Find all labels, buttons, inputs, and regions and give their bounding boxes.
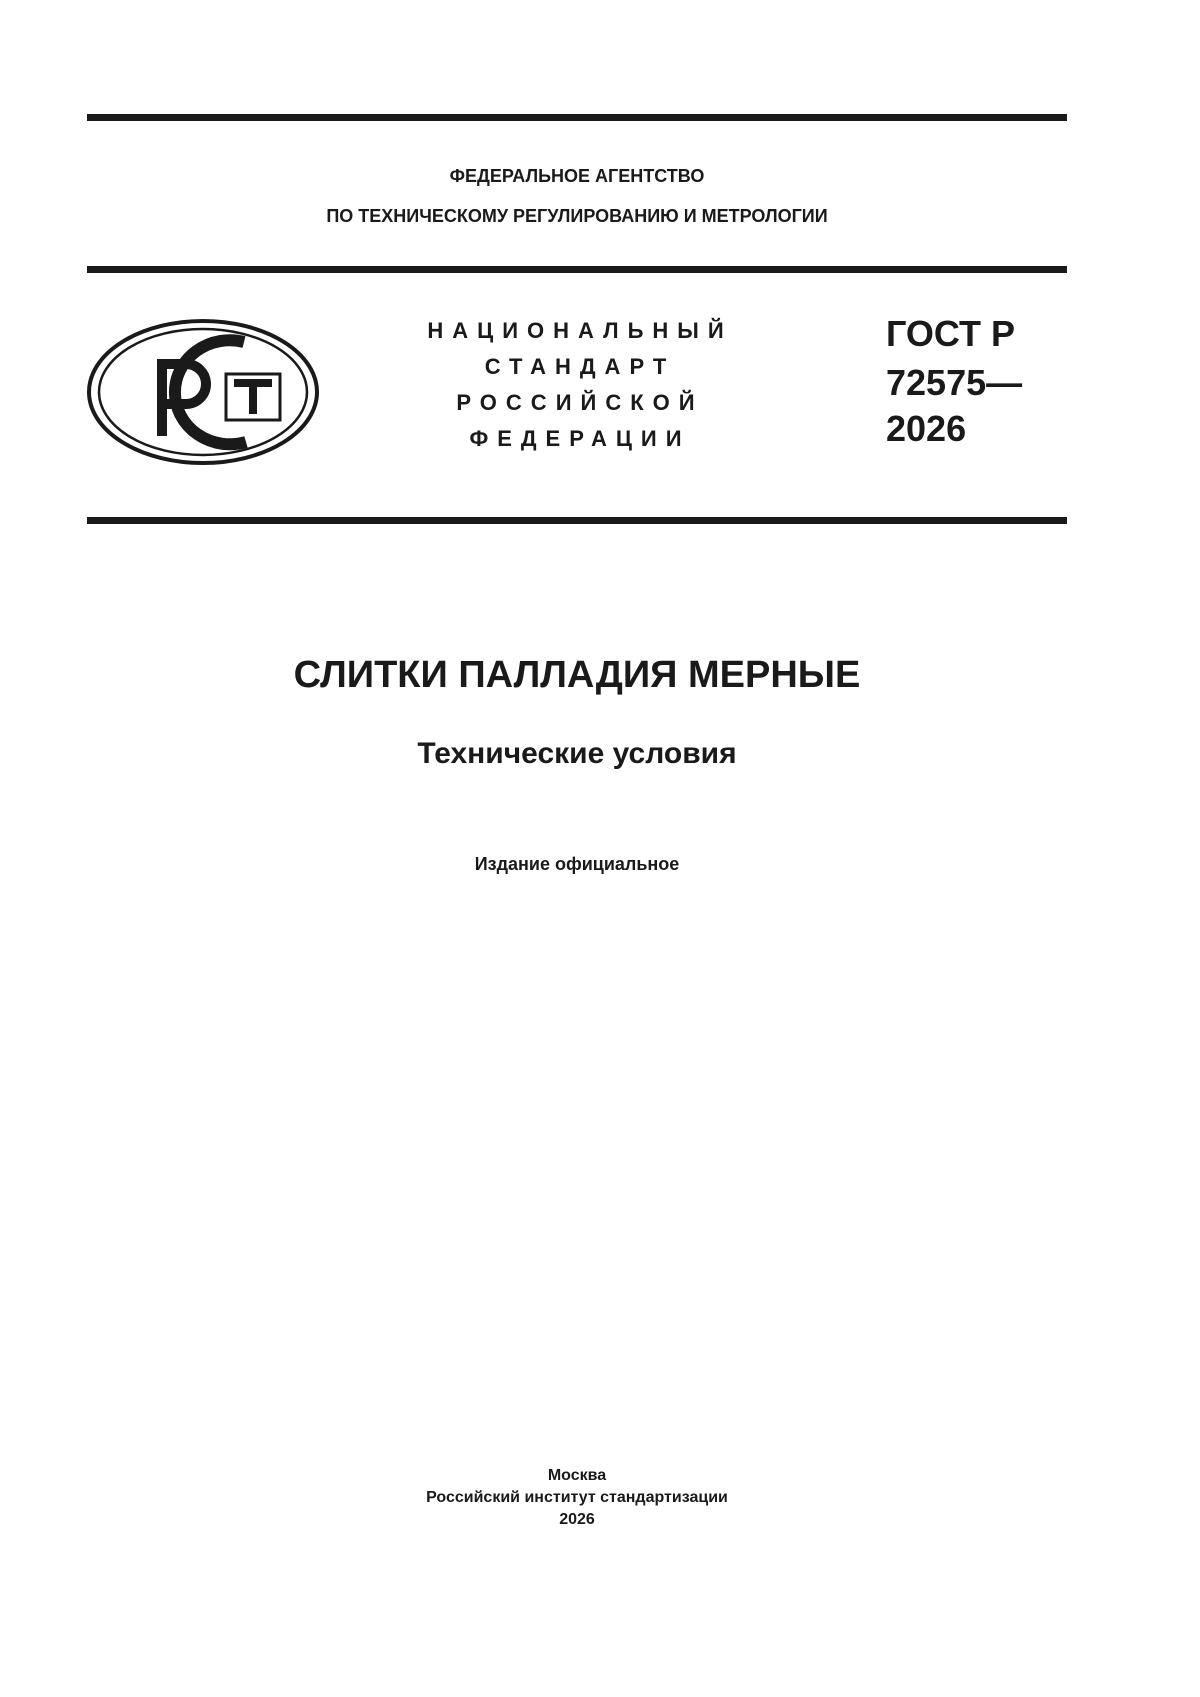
national-standard-line-2: СТАНДАРТ — [484, 354, 676, 379]
header-divider — [87, 266, 1067, 273]
agency-line-2: ПО ТЕХНИЧЕСКОМУ РЕГУЛИРОВАНИЮ И МЕТРОЛОГИИ — [326, 206, 828, 226]
national-standard-line-3: РОССИЙСКОЙ — [456, 390, 704, 415]
agency-line-1: ФЕДЕРАЛЬНОЕ АГЕНТСТВО — [449, 166, 705, 186]
imprint-city: Москва — [547, 1467, 607, 1484]
national-standard-line-4: ФЕДЕРАЦИИ — [469, 426, 691, 451]
document-title: СЛИТКИ ПАЛЛАДИЯ МЕРНЫЕ — [293, 654, 861, 696]
top-rule — [87, 114, 1067, 121]
imprint-year: 2026 — [559, 1511, 595, 1528]
document-subtitle: Технические условия — [417, 737, 737, 770]
gost-designation-line-2: 72575— — [886, 362, 1023, 403]
rst-emblem-icon — [86, 318, 320, 466]
gost-designation-line-3: 2026 — [886, 408, 967, 449]
gost-designation-line-1: ГОСТ Р — [886, 313, 1016, 354]
imprint-publisher: Российский институт стандартизации — [426, 1489, 728, 1506]
edition-label: Издание официальное — [474, 854, 680, 874]
standard-block-divider — [87, 517, 1067, 524]
national-standard-line-1: НАЦИОНАЛЬНЫЙ — [427, 318, 733, 343]
